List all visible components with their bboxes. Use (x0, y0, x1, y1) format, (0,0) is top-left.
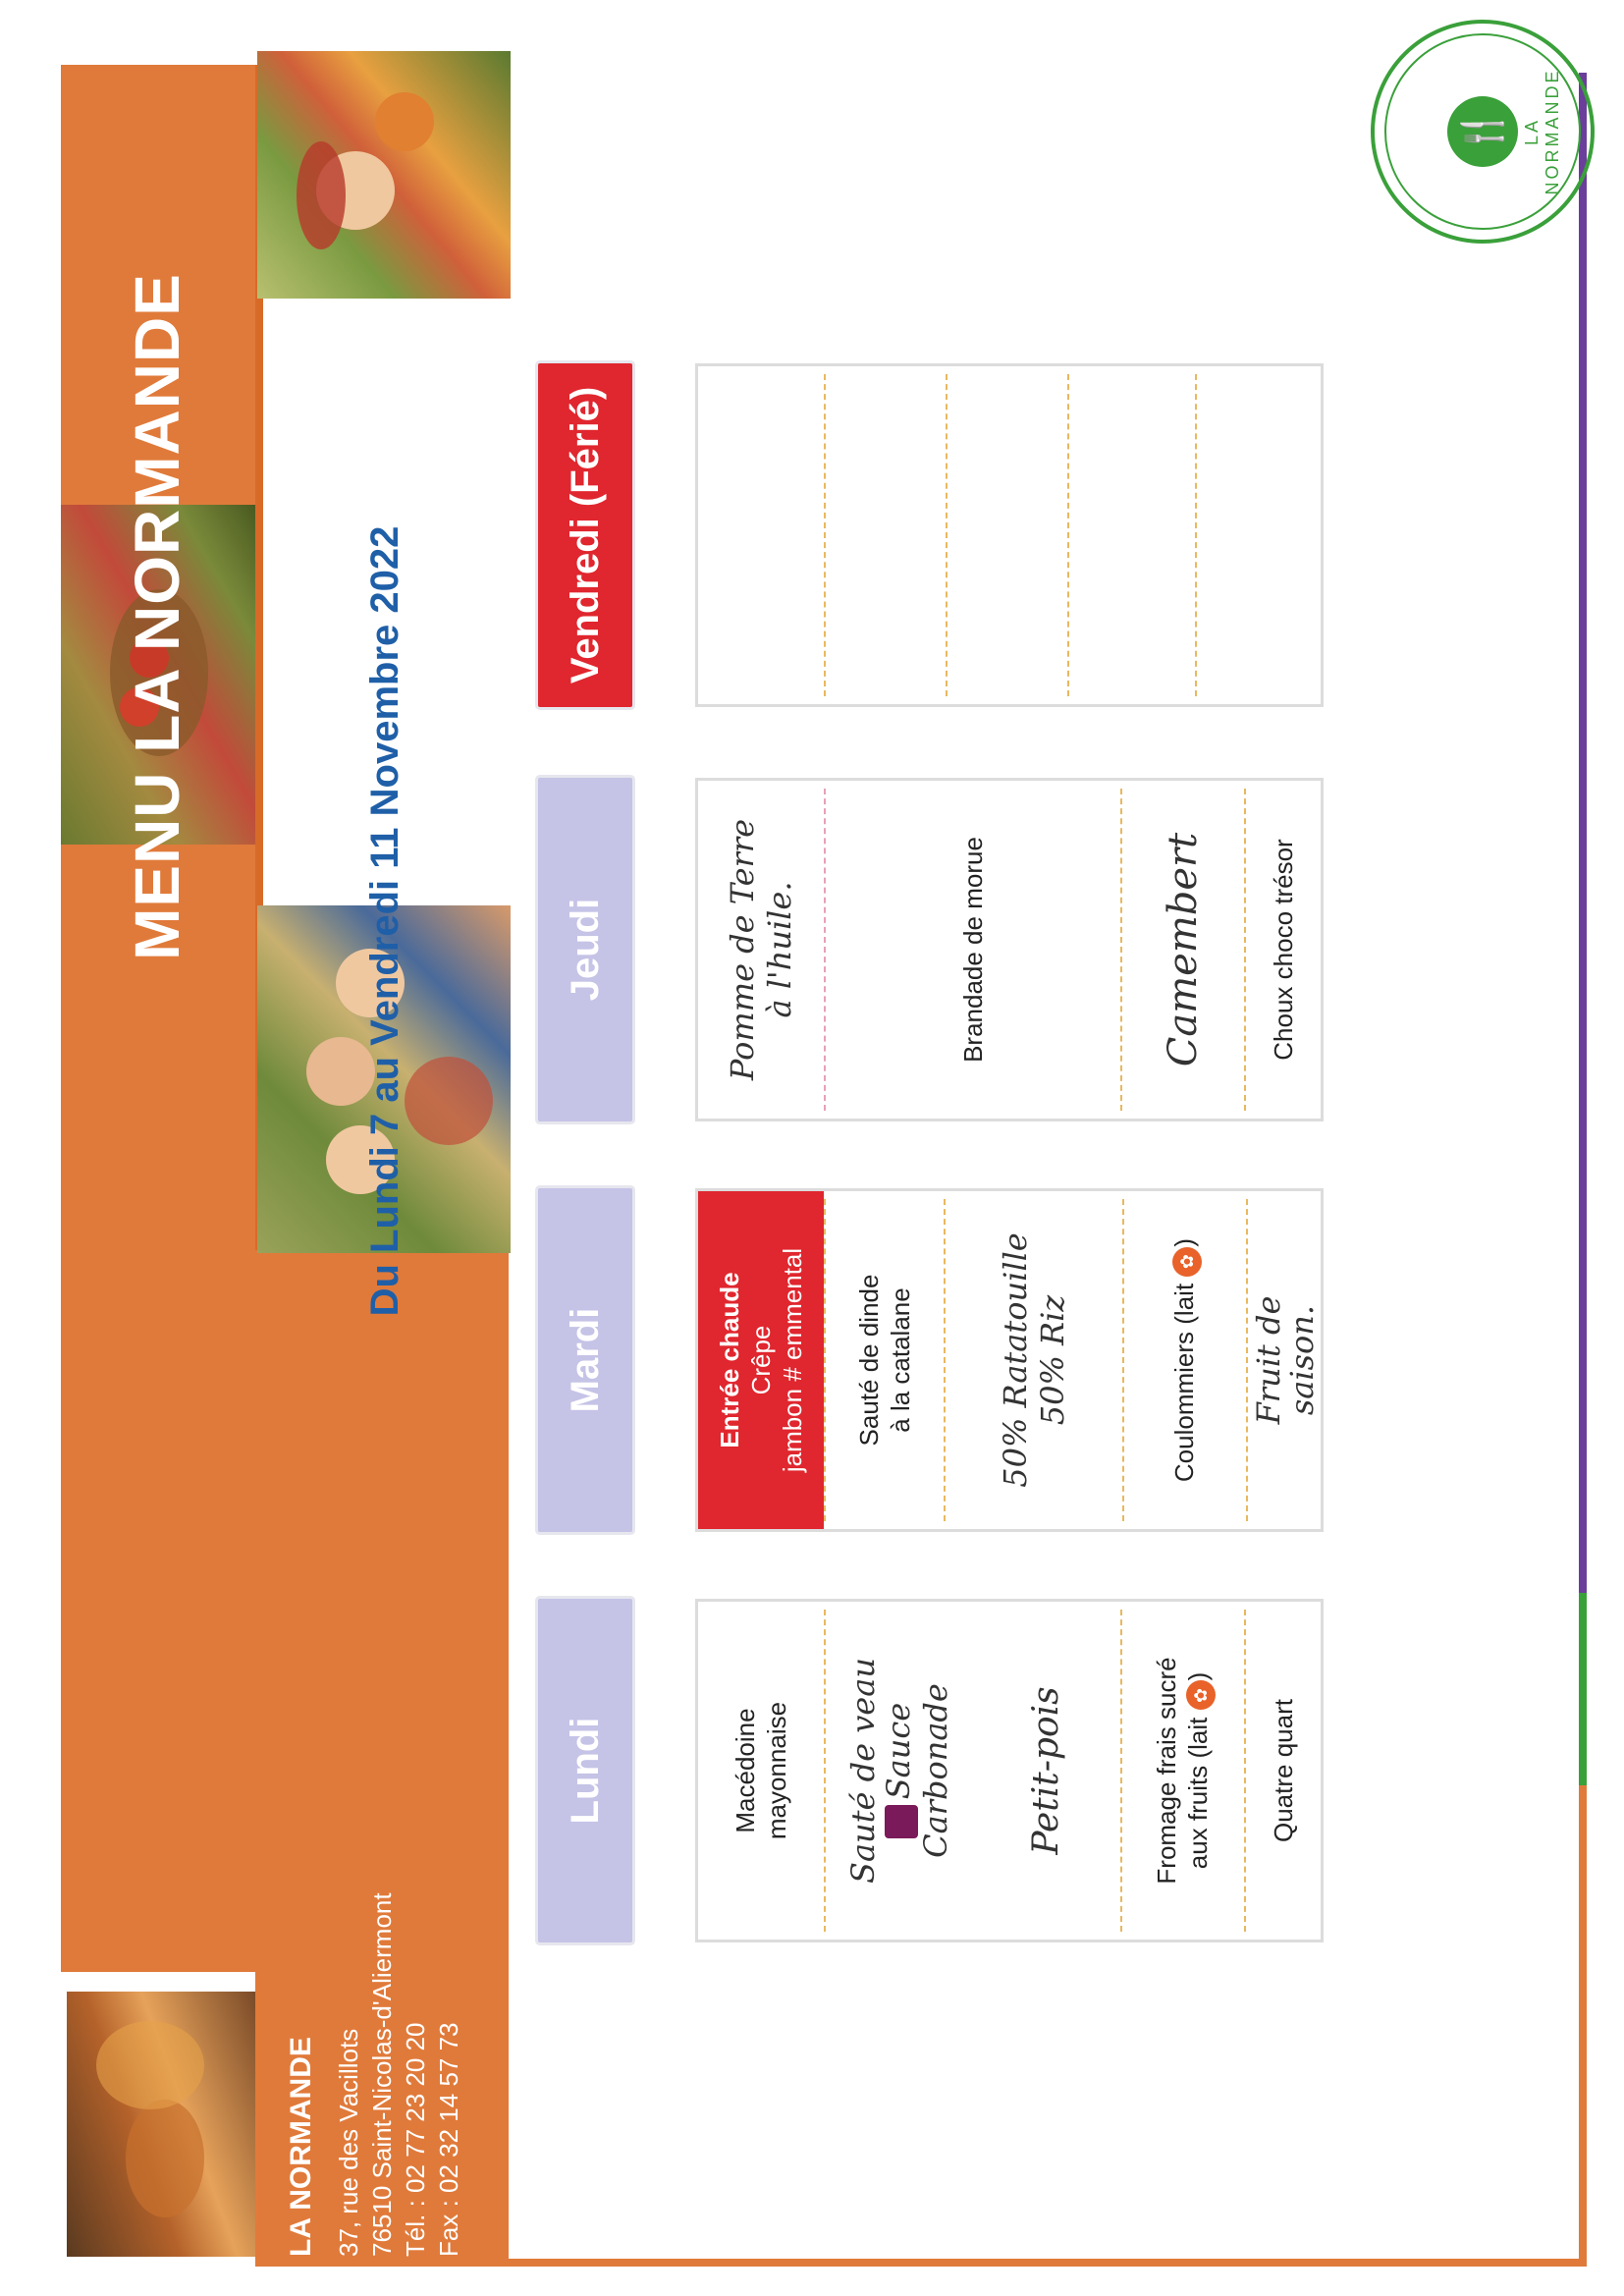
menu-column-jeudi (695, 778, 1324, 1121)
frame-line-orange (1579, 1785, 1587, 2267)
label-badge-icon (885, 1805, 918, 1838)
menu-column-lundi (695, 1599, 1324, 1942)
lundi-dessert: Quatre quart (1269, 1699, 1298, 1842)
page-title: MENU LA NORMANDE (122, 273, 192, 960)
restaurant-phone: Tél. : 02 77 23 20 20 (401, 2022, 430, 2257)
lundi-garniture: Petit-pois (1026, 1686, 1066, 1855)
week-subtitle: Du Lundi 7 au Vendredi 11 Novembre 2022 (363, 525, 406, 1317)
jeudi-dessert: Choux choco trésor (1269, 839, 1298, 1061)
autumn-orchard-photo (67, 1992, 255, 2257)
child-apple-photo (257, 51, 511, 299)
jeudi-fromage: Camembert (1161, 832, 1206, 1067)
frame-line-left (509, 2259, 1587, 2267)
france-origin-icon: ✿ (1186, 1680, 1216, 1710)
la-normande-logo: 🍴 LA NORMANDE (1371, 20, 1595, 244)
mardi-entree: Entrée chaude Crêpe jambon # emmental (698, 1191, 824, 1529)
france-origin-icon: ✿ (1172, 1247, 1202, 1277)
mardi-plat: Sauté de dinde à la catalane (854, 1274, 915, 1447)
jeudi-plat: Brandade de morue (958, 837, 988, 1063)
restaurant-fax: Fax : 02 32 14 57 73 (434, 2022, 463, 2257)
restaurant-info (285, 1275, 465, 2257)
jeudi-entree: Pomme de Terre à l'huile. (724, 818, 798, 1081)
frame-line-purple (1579, 73, 1587, 1593)
day-header-lundi: Lundi (538, 1599, 632, 1942)
mardi-fromage: Coulommiers (lait ✿) (1124, 1191, 1246, 1529)
restaurant-city: 76510 Saint-Nicolas-d'Aliermont (367, 1892, 397, 2257)
restaurant-address: 37, rue des Vacillots (334, 2028, 363, 2257)
menu-column-vendredi (695, 363, 1324, 707)
mardi-dessert: Fruit de saison. (1250, 1295, 1321, 1425)
restaurant-name: LA NORMANDE (285, 2037, 317, 2257)
day-header-mardi: Mardi (538, 1188, 632, 1532)
menu-column-mardi (695, 1188, 1324, 1532)
day-header-vendredi: Vendredi (Férié) (538, 363, 632, 707)
mardi-garniture: 50% Ratatouille 50% Riz (997, 1232, 1071, 1488)
day-header-jeudi: Jeudi (538, 778, 632, 1121)
frame-line-green (1579, 1593, 1587, 1785)
lundi-plat: Sauté de veau Sauce Carbonade (844, 1658, 954, 1884)
lundi-fromage: Fromage frais sucré aux fruits (lait ✿) (1122, 1602, 1244, 1940)
lundi-entree: Macédoine mayonnaise (731, 1701, 791, 1840)
fork-knife-icon: 🍴 (1447, 96, 1518, 167)
